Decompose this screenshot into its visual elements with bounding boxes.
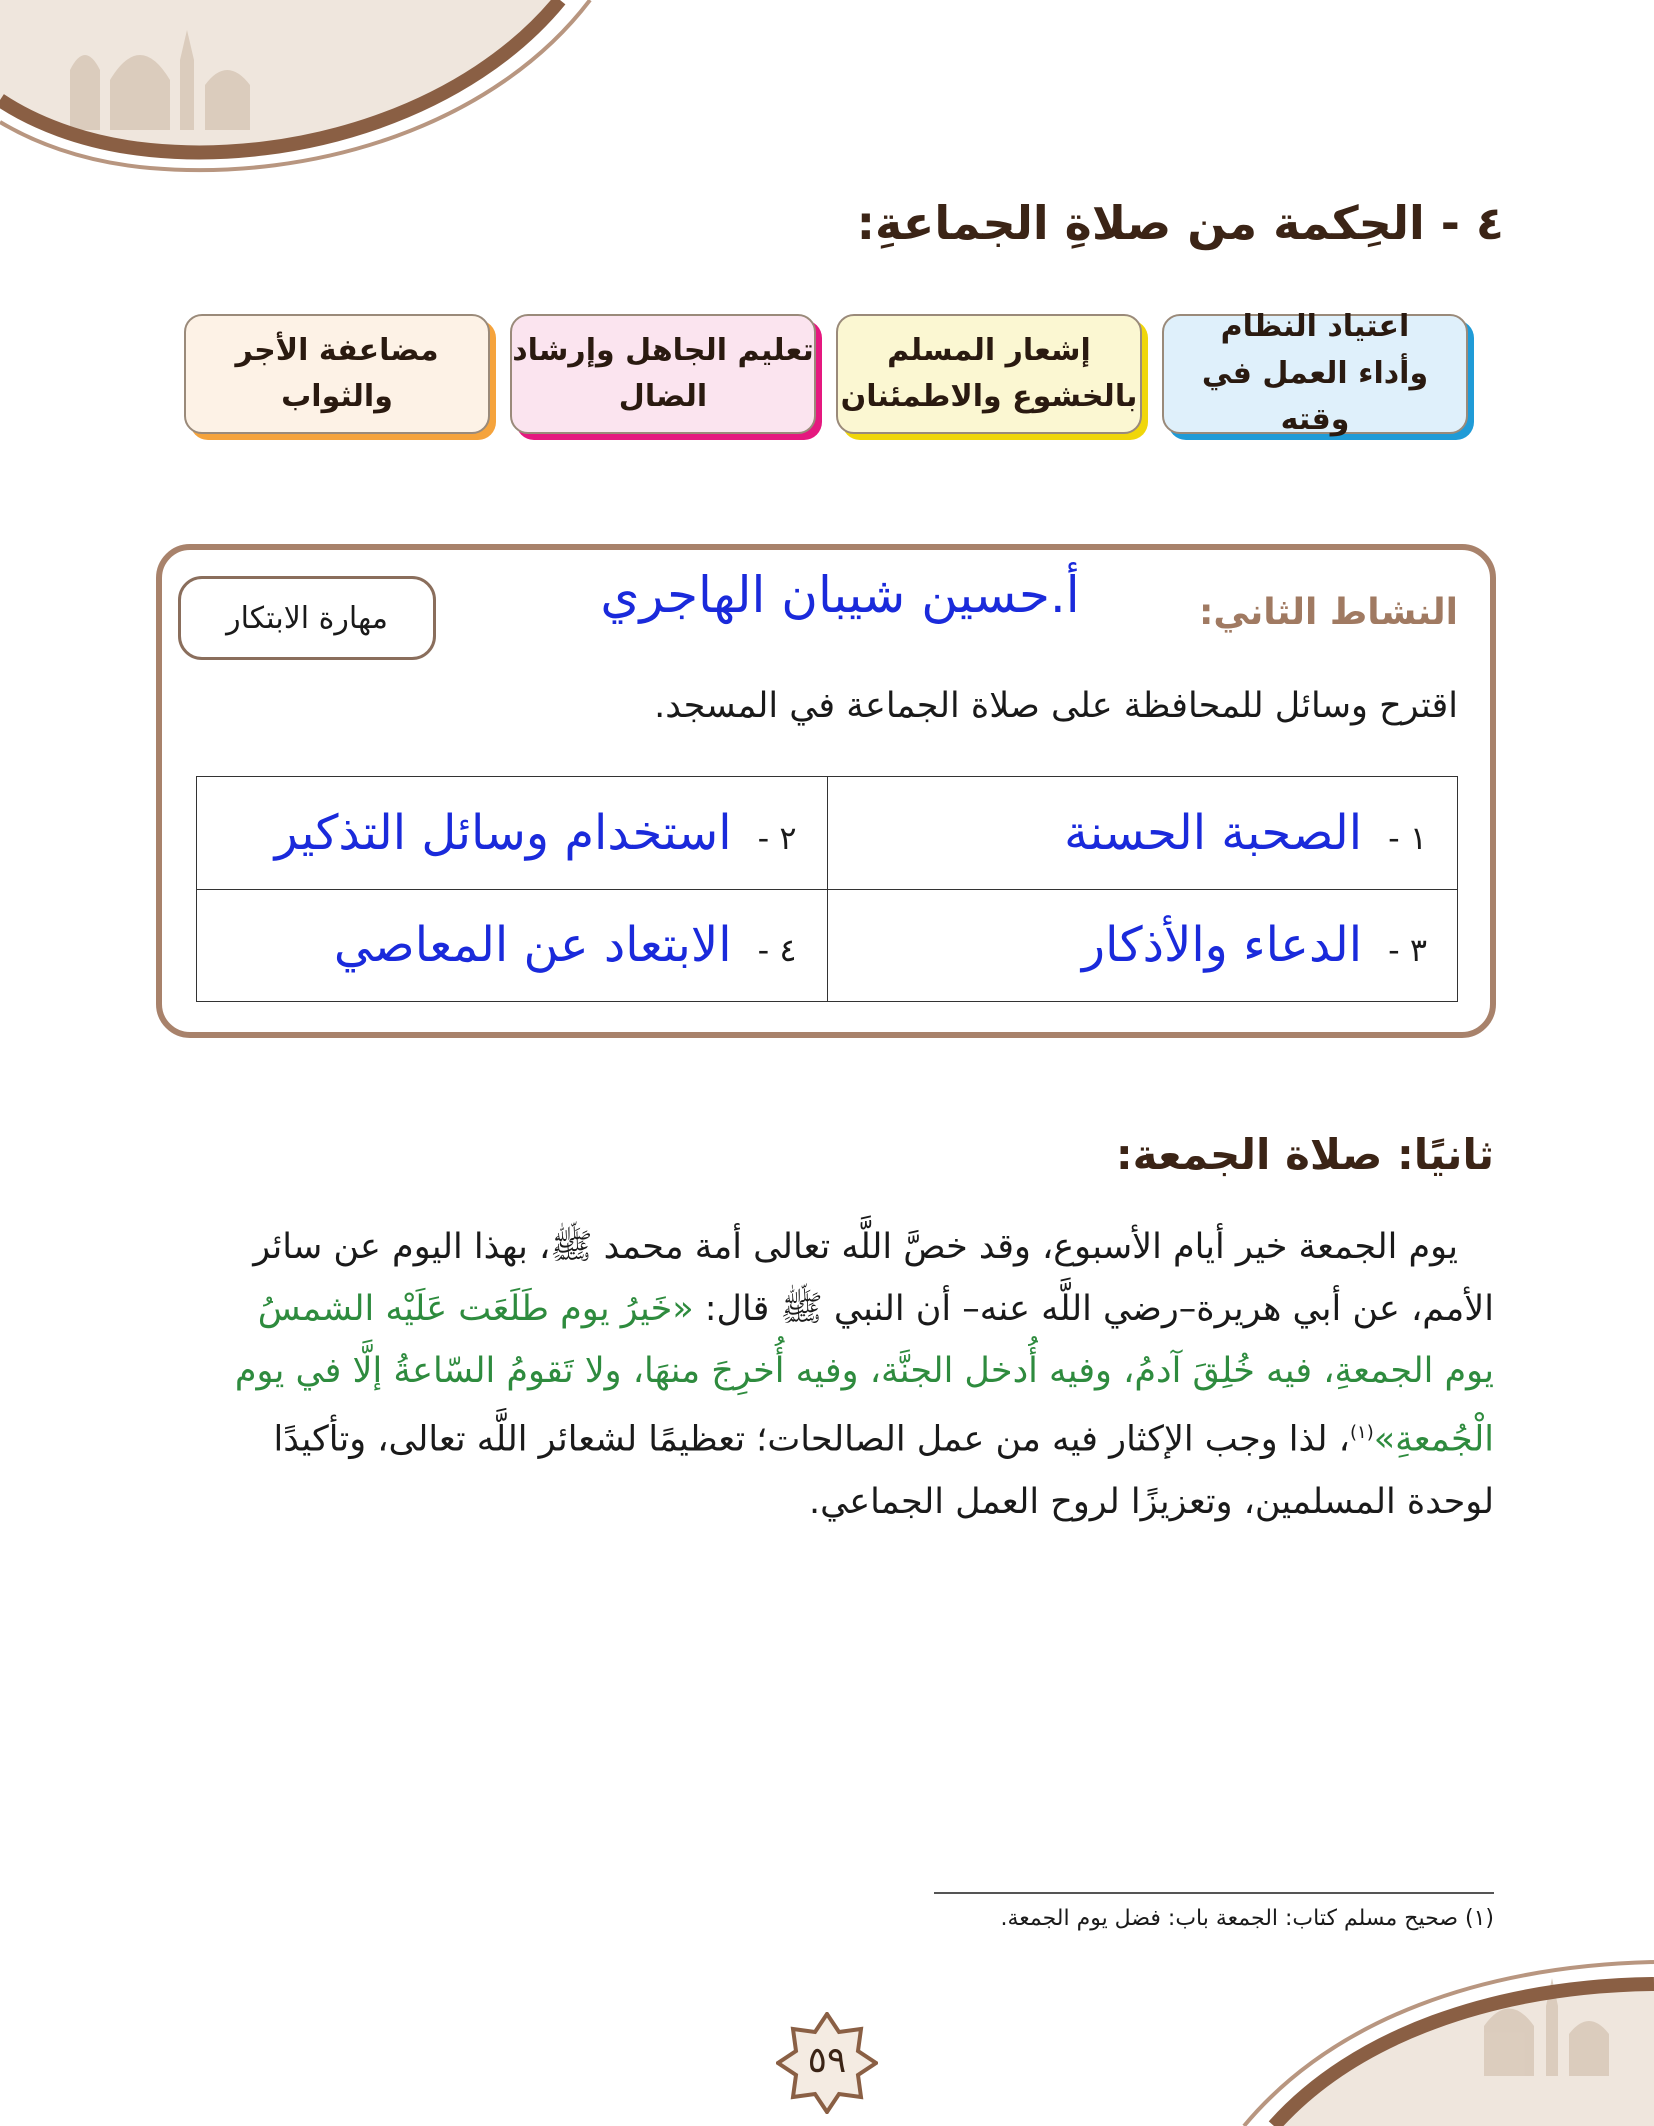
hadith-text: الْجُمعةِ» bbox=[1373, 1419, 1494, 1460]
activity-instruction: اقترح وسائل للمحافظة على صلاة الجماعة في المسجد. bbox=[654, 686, 1458, 726]
answer-number: ٣ - bbox=[1388, 931, 1427, 970]
skill-badge: مهارة الابتكار bbox=[178, 576, 436, 660]
friday-paragraph bbox=[154, 1216, 1494, 1533]
paragraph-line: لوحدة المسلمين، وتعزيزًا لروح العمل الجماعي. bbox=[808, 1481, 1494, 1522]
hadith-line: يوم الجمعةِ، فيه خُلِقَ آدمُ، وفيه أُدخل الجنَّة، وفيه أُخرِجَ منهَا، ولا تَقومُ السّاعةُ إلَّا في يوم bbox=[234, 1351, 1494, 1391]
answer-text: الابتعاد عن المعاصي bbox=[333, 917, 732, 974]
wisdom-box-humility bbox=[836, 314, 1142, 434]
wisdom-box-line: الضال bbox=[618, 379, 708, 414]
wisdom-box-reward bbox=[184, 314, 490, 434]
answer-number: ١ - bbox=[1388, 818, 1427, 857]
paragraph-text: الأمم، عن أبي هريرة–رضي اللَّه عنه– أن النبي ﷺ قال: bbox=[693, 1289, 1494, 1329]
paragraph-line: يوم الجمعة خير أيام الأسبوع، وقد خصَّ اللَّه تعالى أمة محمد ﷺ، بهذا اليوم عن سائر bbox=[253, 1227, 1458, 1267]
answer-number: ٤ - bbox=[757, 931, 797, 970]
table-row bbox=[197, 889, 1458, 1002]
wisdom-box-line: اعتياد النظام bbox=[1220, 309, 1410, 345]
section2-title: ثانيًا: صلاة الجمعة: bbox=[1115, 1130, 1494, 1179]
answer-cell bbox=[197, 777, 828, 890]
hadith-text: «خَيرُ يوم طَلَعَت عَلَيْه الشمسُ bbox=[257, 1289, 694, 1329]
footnote-divider bbox=[934, 1892, 1494, 1894]
wisdom-box-line: بالخشوع والاطمئنان bbox=[840, 379, 1138, 414]
section-title: ٤ - الحِكمة من صلاةِ الجماعةِ: bbox=[856, 196, 1504, 250]
paragraph-line bbox=[154, 1402, 1494, 1471]
header-mosque-decoration bbox=[0, 0, 600, 180]
footnote: (١) صحيح مسلم كتاب: الجمعة باب: فضل يوم الجمعة. bbox=[1000, 1906, 1494, 1931]
answer-cell bbox=[197, 889, 828, 1002]
answers-table bbox=[196, 776, 1458, 1002]
table-row bbox=[197, 777, 1458, 890]
answer-number: ٢ - bbox=[757, 818, 797, 857]
wisdom-box-line: وأداء العمل في وقته bbox=[1201, 355, 1429, 438]
wisdom-box-teaching bbox=[510, 314, 816, 434]
wisdom-box-line: إشعار المسلم bbox=[887, 332, 1091, 368]
wisdom-box-order bbox=[1162, 309, 1468, 438]
paragraph-line bbox=[154, 1278, 1494, 1340]
footnote-ref: (١) bbox=[1349, 1422, 1374, 1443]
wisdom-box-line: تعليم الجاهل وإرشاد bbox=[512, 332, 814, 368]
answer-cell bbox=[827, 889, 1458, 1002]
wisdom-box-line: والثواب bbox=[281, 379, 393, 414]
answer-text: استخدام وسائل التذكير bbox=[274, 804, 732, 861]
paragraph-text: ، لذا وجب الإكثار فيه من عمل الصالحات؛ تعظيمًا لشعائر اللَّه تعالى، وتأكيدًا bbox=[273, 1419, 1350, 1460]
answer-text: الصحبة الحسنة bbox=[1064, 804, 1363, 861]
footer-mosque-decoration bbox=[1234, 1956, 1654, 2126]
activity-label: النشاط الثاني: bbox=[1198, 592, 1458, 633]
wisdom-box-line: مضاعفة الأجر bbox=[235, 332, 439, 368]
handwritten-name: أ.حسين شيبان الهاجري bbox=[600, 566, 1080, 624]
answer-text: الدعاء والأذكار bbox=[1081, 917, 1363, 974]
answer-cell bbox=[827, 777, 1458, 890]
page-number: ٥٩ bbox=[807, 2040, 847, 2081]
